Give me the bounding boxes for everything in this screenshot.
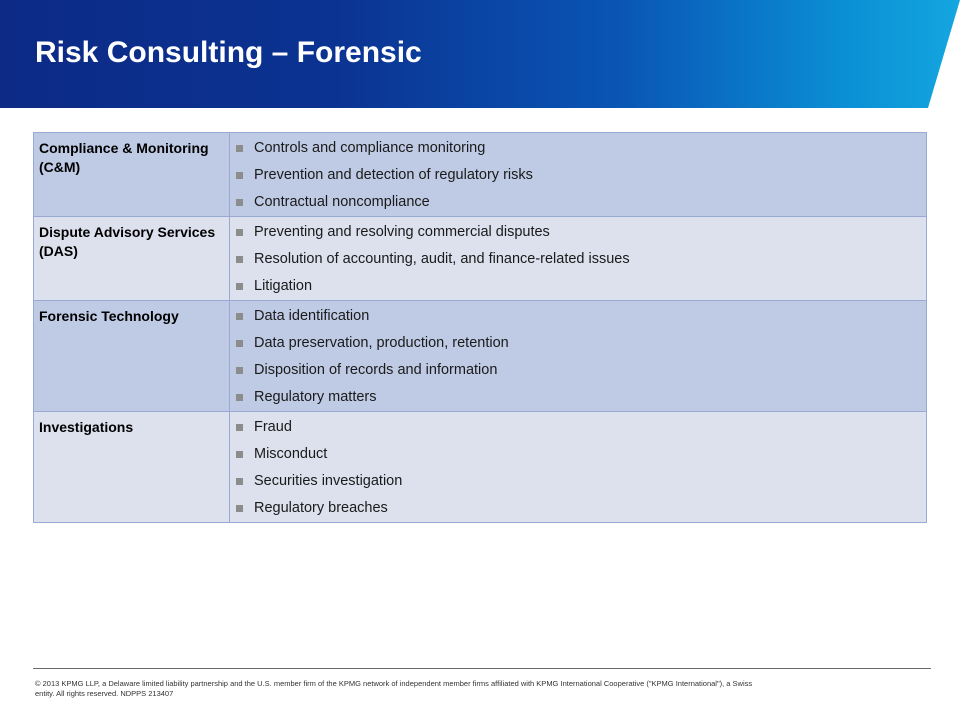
square-bullet-icon [236, 340, 243, 347]
square-bullet-icon [236, 424, 243, 431]
list-item [236, 135, 926, 162]
list-item [236, 273, 926, 300]
list-item-label: Litigation [254, 278, 313, 294]
list-item-label: Disposition of records and information [254, 362, 498, 378]
list-item [236, 357, 926, 384]
list-item [236, 162, 926, 189]
list-item-label: Securities investigation [254, 473, 403, 489]
list-item [236, 384, 926, 411]
services-table [33, 132, 927, 523]
list-item [236, 330, 926, 357]
category-cell: Dispute Advisory Services (DAS) [34, 217, 230, 301]
list-item-label: Fraud [254, 419, 292, 435]
copyright-footer: © 2013 KPMG LLP, a Delaware limited liability partnership and the U.S. member firm of the KPMG network of independent member firms affiliated with KPMG International Cooperative ("KPMG International"), a Swiss entity. All rights reserved. NDPPS 213407 [35, 679, 753, 698]
list-item-label: Regulatory matters [254, 389, 377, 405]
list-item [236, 441, 926, 468]
square-bullet-icon [236, 478, 243, 485]
square-bullet-icon [236, 394, 243, 401]
square-bullet-icon [236, 199, 243, 206]
list-item-label: Misconduct [254, 446, 328, 462]
list-item-label: Data preservation, production, retention [254, 335, 509, 351]
square-bullet-icon [236, 313, 243, 320]
list-item [236, 414, 926, 441]
list-item-label: Prevention and detection of regulatory risks [254, 167, 533, 183]
list-item [236, 189, 926, 216]
table-row [34, 133, 927, 217]
slide-title: Risk Consulting – Forensic [35, 36, 422, 69]
table-row [34, 301, 927, 412]
list-item-label: Resolution of accounting, audit, and finance-related issues [254, 251, 630, 267]
table-row [34, 412, 927, 523]
square-bullet-icon [236, 172, 243, 179]
list-item [236, 246, 926, 273]
square-bullet-icon [236, 256, 243, 263]
list-item [236, 219, 926, 246]
list-item-label: Data identification [254, 308, 370, 324]
list-item-label: Controls and compliance monitoring [254, 140, 486, 156]
square-bullet-icon [236, 367, 243, 374]
list-item-label: Contractual noncompliance [254, 194, 430, 210]
list-item [236, 495, 926, 522]
square-bullet-icon [236, 451, 243, 458]
table-row [34, 217, 927, 301]
list-item [236, 468, 926, 495]
square-bullet-icon [236, 283, 243, 290]
items-cell [230, 133, 927, 217]
list-item [236, 303, 926, 330]
square-bullet-icon [236, 505, 243, 512]
footer-divider [33, 668, 931, 669]
category-cell: Compliance & Monitoring (C&M) [34, 133, 230, 217]
items-cell [230, 412, 927, 523]
square-bullet-icon [236, 229, 243, 236]
category-cell: Investigations [34, 412, 230, 523]
square-bullet-icon [236, 145, 243, 152]
items-cell [230, 301, 927, 412]
items-cell [230, 217, 927, 301]
list-item-label: Preventing and resolving commercial disputes [254, 224, 550, 240]
list-item-label: Regulatory breaches [254, 500, 388, 516]
category-cell: Forensic Technology [34, 301, 230, 412]
